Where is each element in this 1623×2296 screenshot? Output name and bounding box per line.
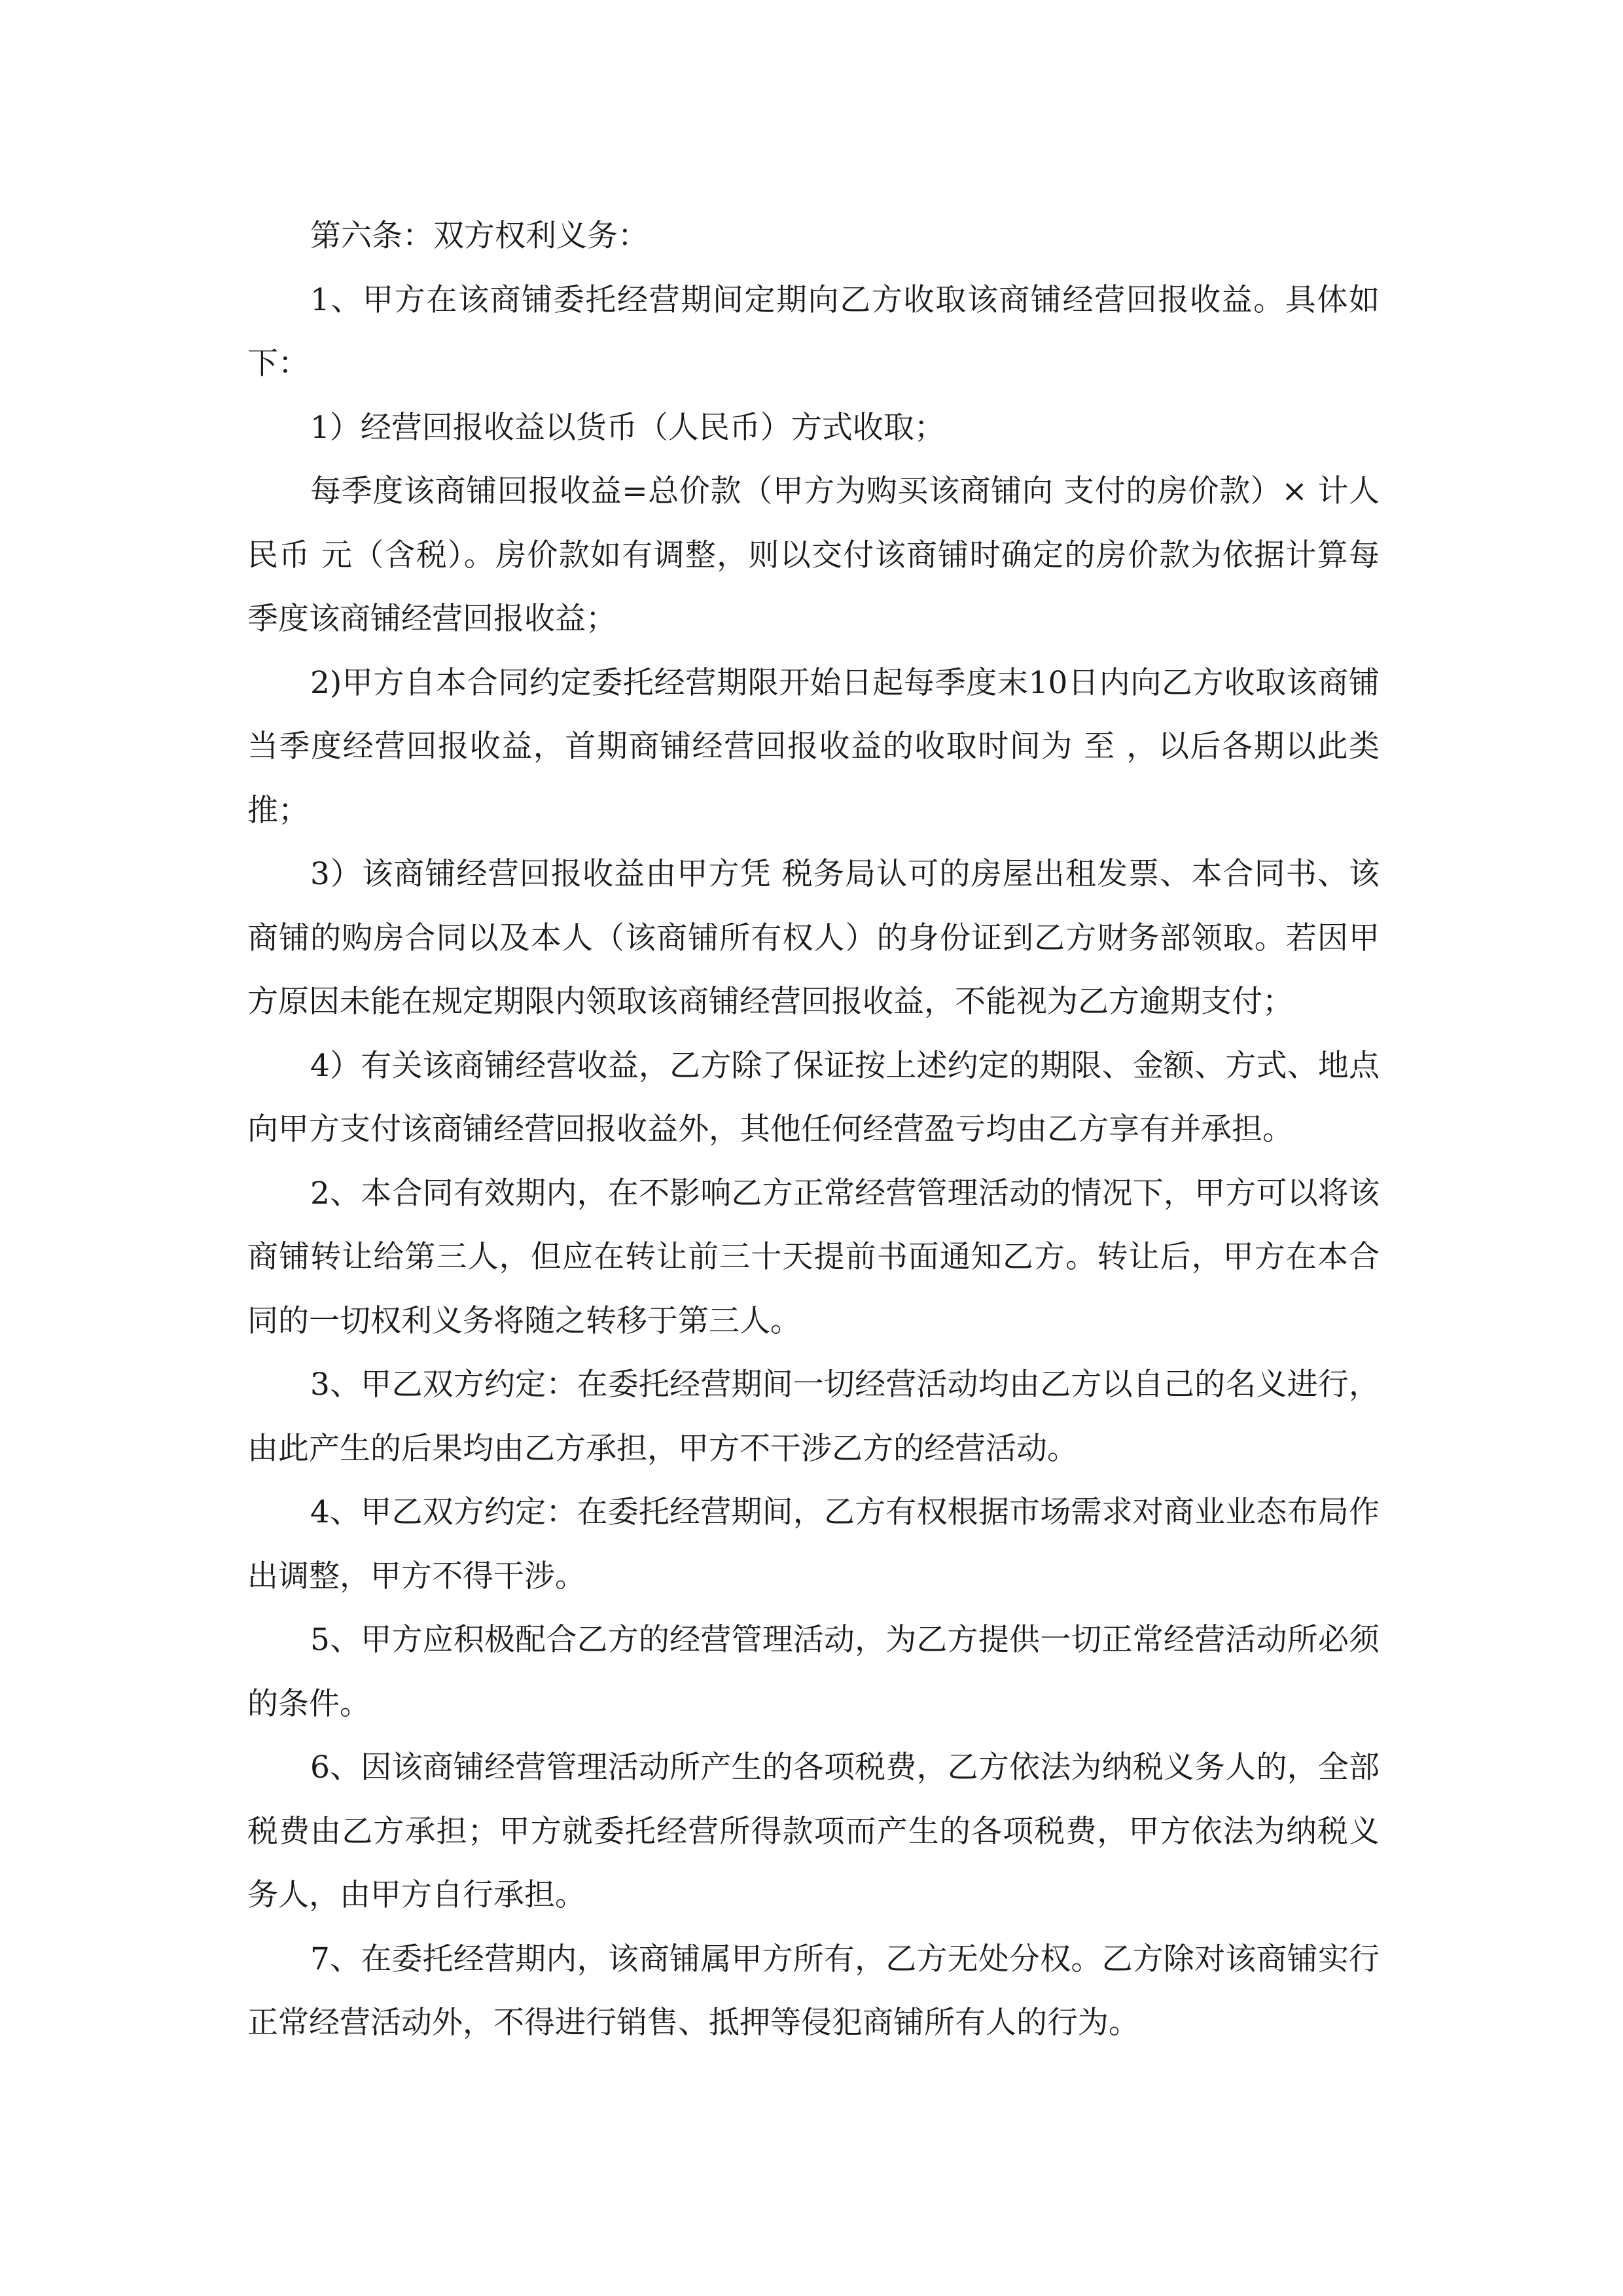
article-heading: 第六条：双方权利义务： — [310, 218, 649, 254]
clause-1-item-4: 4）有关该商铺经营收益，乙方除了保证按上述约定的期限、金额、方式、地点向甲方支付该商铺经营回报收益外，其他任何经营盈亏均由乙方享有并承担。 — [247, 1047, 1380, 1147]
clause-1-item-3: 3）该商铺经营回报收益由甲方凭 税务局认可的房屋出租发票、本合同书、该商铺的购房合同以及本人（该商铺所有权人）的身份证到乙方财务部领取。若因甲方原因未能在规定期限内领取该商铺经营回报收益，不能视为乙方逾期支付； — [247, 856, 1380, 1020]
clause-1: 1、甲方在该商铺委托经营期间定期向乙方收取该商铺经营回报收益。具体如下： — [247, 281, 1380, 382]
clause-7: 7、在委托经营期内，该商铺属甲方所有，乙方无处分权。乙方除对该商铺实行正常经营活动外，不得进行销售、抵押等侵犯商铺所有人的行为。 — [247, 1941, 1380, 2041]
clause-3: 3、甲乙双方约定：在委托经营期间一切经营活动均由乙方以自己的名义进行，由此产生的后果均由乙方承担，甲方不干涉乙方的经营活动。 — [247, 1367, 1380, 1467]
clause-2: 2、本合同有效期内，在不影响乙方正常经营管理活动的情况下，甲方可以将该商铺转让给第三人，但应在转让前三十天提前书面通知乙方。转让后，甲方在本合同的一切权利义务将随之转移于第三人。 — [247, 1175, 1380, 1339]
clause-1-item-1: 1）经营回报收益以货币（人民币）方式收取； — [310, 409, 945, 446]
document-body — [247, 204, 1380, 2055]
clause-6: 6、因该商铺经营管理活动所产生的各项税费，乙方依法为纳税义务人的，全部税费由乙方承担；甲方就委托经营所得款项而产生的各项税费，甲方依法为纳税义务人，由甲方自行承担。 — [247, 1749, 1380, 1913]
clause-5: 5、甲方应积极配合乙方的经营管理活动，为乙方提供一切正常经营活动所必须的条件。 — [247, 1622, 1380, 1722]
clause-1-item-1-formula: 每季度该商铺回报收益=总价款（甲方为购买该商铺向 支付的房价款）× 计人民币 元（含税）。房价款如有调整，则以交付该商铺时确定的房价款为依据计算每季度该商铺经营回报收益； — [247, 473, 1380, 637]
clause-4: 4、甲乙双方约定：在委托经营期间，乙方有权根据市场需求对商业业态布局作出调整，甲方不得干涉。 — [247, 1494, 1380, 1594]
clause-1-item-2: 2)甲方自本合同约定委托经营期限开始日起每季度末10日内向乙方收取该商铺当季度经营回报收益，首期商铺经营回报收益的收取时间为 至 ，以后各期以此类推； — [247, 664, 1380, 829]
